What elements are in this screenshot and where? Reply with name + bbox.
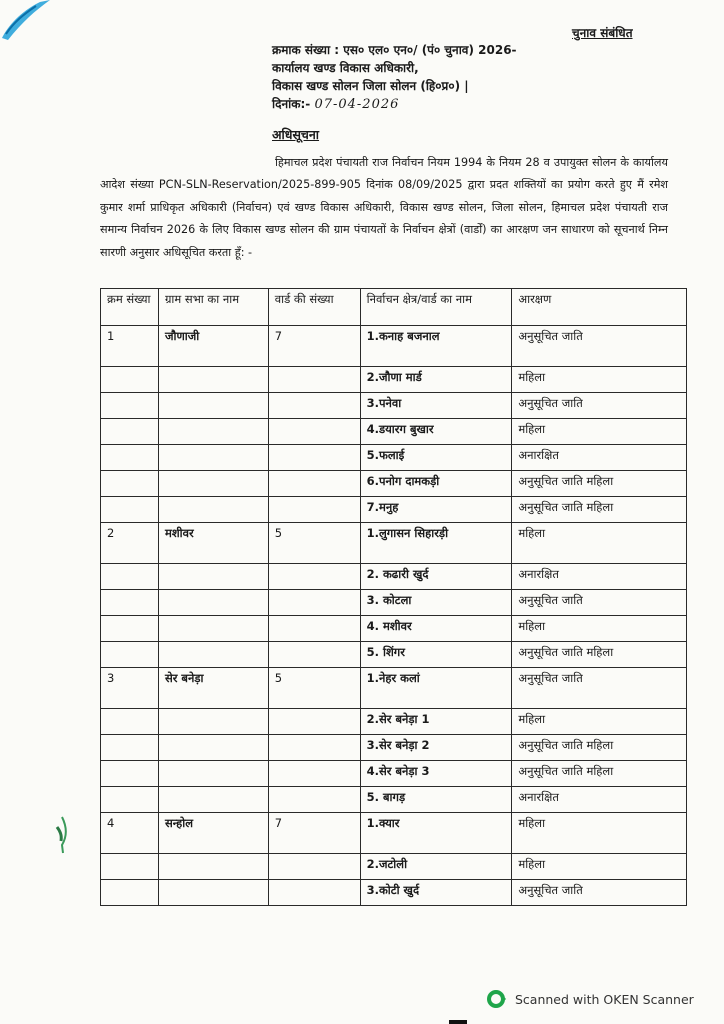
cell-ward-name: 7.मनुह: [360, 497, 512, 523]
cell-gram-sabha-name: [158, 564, 268, 590]
cell-ward-count: [268, 564, 360, 590]
cell-ward-name: 5. शिंगर: [360, 642, 512, 668]
cell-ward-name: 5.फलाई: [360, 445, 512, 471]
table-row: [101, 590, 687, 616]
cell-ward-count: 7: [268, 813, 360, 854]
cell-ward-count: [268, 590, 360, 616]
table-row: [101, 735, 687, 761]
reference-block: [272, 41, 517, 114]
cell-serial-number: [101, 880, 159, 906]
cell-serial-number: [101, 854, 159, 880]
date-label: दिनांक:-: [272, 97, 311, 111]
cell-serial-number: [101, 471, 159, 497]
cell-reservation: महिला: [512, 854, 687, 880]
cell-ward-count: [268, 787, 360, 813]
table-row: [101, 445, 687, 471]
cell-gram-sabha-name: [158, 616, 268, 642]
table-row: [101, 854, 687, 880]
cell-serial-number: [101, 761, 159, 787]
cell-ward-name: 4.सेर बनेड़ा 3: [360, 761, 512, 787]
cell-gram-sabha-name: [158, 735, 268, 761]
cell-reservation: महिला: [512, 419, 687, 445]
cell-gram-sabha-name: [158, 761, 268, 787]
cell-serial-number: [101, 787, 159, 813]
cell-ward-name: 3.पनेवा: [360, 393, 512, 419]
cell-ward-name: 3.कोटी खुर्द: [360, 880, 512, 906]
cell-ward-count: [268, 471, 360, 497]
office-name: कार्यालय खण्ड विकास अधिकारी,: [272, 61, 419, 75]
cell-serial-number: [101, 393, 159, 419]
cell-serial-number: [101, 497, 159, 523]
cell-serial-number: [101, 735, 159, 761]
cell-gram-sabha-name: [158, 471, 268, 497]
cell-ward-count: [268, 616, 360, 642]
cell-ward-name: 1.लुगासन सिहारड़ी: [360, 523, 512, 564]
block-district: विकास खण्ड सोलन जिला सोलन (हि०प्र०) |: [272, 79, 469, 93]
cell-serial-number: [101, 367, 159, 393]
cell-gram-sabha-name: [158, 787, 268, 813]
cell-reservation: अनुसूचित जाति: [512, 393, 687, 419]
notice-body: [100, 152, 668, 264]
table-row: [101, 471, 687, 497]
cell-reservation: महिला: [512, 523, 687, 564]
cell-reservation: अनुसूचित जाति: [512, 326, 687, 367]
cell-gram-sabha-name: [158, 497, 268, 523]
cell-ward-count: [268, 419, 360, 445]
cell-ward-name: 6.पनोग दामकड़ी: [360, 471, 512, 497]
cell-gram-sabha-name: सेर बनेड़ा: [158, 668, 268, 709]
green-ink-mark-icon: [54, 815, 70, 855]
cell-reservation: अनुसूचित जाति महिला: [512, 642, 687, 668]
table-row: [101, 668, 687, 709]
cell-serial-number: [101, 642, 159, 668]
cell-ward-count: [268, 761, 360, 787]
table-row: [101, 419, 687, 445]
cell-ward-count: 7: [268, 326, 360, 367]
cell-reservation: अनुसूचित जाति महिला: [512, 735, 687, 761]
cell-serial-number: 3: [101, 668, 159, 709]
cell-ward-name: 2.सेर बनेड़ा 1: [360, 709, 512, 735]
cell-ward-name: 1.नेहर कलां: [360, 668, 512, 709]
cell-ward-count: [268, 445, 360, 471]
table-row: [101, 787, 687, 813]
scanner-text: Scanned with OKEN Scanner: [515, 991, 694, 1007]
cell-reservation: अनुसूचित जाति महिला: [512, 761, 687, 787]
cell-serial-number: 2: [101, 523, 159, 564]
cell-ward-count: [268, 854, 360, 880]
header-ward-name: निर्वाचन क्षेत्र/वार्ड का नाम: [360, 289, 512, 326]
table-row: [101, 709, 687, 735]
cell-ward-name: 2.जौणा मार्ड: [360, 367, 512, 393]
cell-ward-name: 4. मशीवर: [360, 616, 512, 642]
cell-serial-number: [101, 564, 159, 590]
cell-gram-sabha-name: [158, 880, 268, 906]
table-row: [101, 761, 687, 787]
cell-gram-sabha-name: [158, 393, 268, 419]
cell-reservation: अनारक्षित: [512, 787, 687, 813]
notice-body-text: हिमाचल प्रदेश पंचायती राज निर्वाचन नियम 1994 के नियम 28 व उपायुक्त सोलन के कार्यालय आदेश संख्या PCN-SLN-Reservation/2025-899-905 दिनांक 08/09/2025 द्वारा प्रदत शक्तियों का प्रयोग करते हुए मैं रमेश कुमार शर्मा प्राधिकृत अधिकारी (निर्वाचन) एवं खण्ड विकास अधिकारी, विकास खण्ड सोलन, जिला सोलन, हिमाचल प्रदेश पंचायती राज समान्य निर्वाचन 2026 के लिए विकास खण्ड सोलन की ग्राम पंचायतों के निर्वाचन क्षेत्रों (वार्डों) का आरक्षण जन साधारण को सूचनार्थ निम्न सारणी अनुसार अधिसूचित करता हूँ: -: [100, 156, 668, 259]
table-row: [101, 497, 687, 523]
cell-serial-number: [101, 419, 159, 445]
cell-gram-sabha-name: [158, 854, 268, 880]
ward-reservation-table: [100, 288, 687, 906]
table-row: [101, 367, 687, 393]
cell-serial-number: [101, 616, 159, 642]
cell-gram-sabha-name: मशीवर: [158, 523, 268, 564]
cell-reservation: अनारक्षित: [512, 445, 687, 471]
header-reservation: आरक्षण: [512, 289, 687, 326]
cell-ward-name: 3.सेर बनेड़ा 2: [360, 735, 512, 761]
cell-gram-sabha-name: सन्होल: [158, 813, 268, 854]
cell-gram-sabha-name: [158, 709, 268, 735]
cell-ward-count: 5: [268, 668, 360, 709]
cell-ward-count: [268, 735, 360, 761]
table-row: [101, 523, 687, 564]
date-value: 07-04-2026: [314, 97, 400, 112]
cell-ward-name: 2. कढारी खुर्द: [360, 564, 512, 590]
scanner-watermark: [487, 989, 694, 1009]
blue-ink-mark-icon: [0, 0, 60, 42]
cell-ward-name: 5. बागड़: [360, 787, 512, 813]
cell-ward-name: 3. कोटला: [360, 590, 512, 616]
cell-reservation: महिला: [512, 367, 687, 393]
reference-number: क्रमाक संख्या : एस० एल० एन०/ (पं० चुनाव) 2026-: [272, 43, 517, 57]
cell-gram-sabha-name: [158, 590, 268, 616]
cell-gram-sabha-name: [158, 445, 268, 471]
cell-reservation: अनुसूचित जाति महिला: [512, 497, 687, 523]
cell-serial-number: [101, 590, 159, 616]
cell-gram-sabha-name: जौणाजी: [158, 326, 268, 367]
header-serial-number: क्रम संख्या: [101, 289, 159, 326]
cell-gram-sabha-name: [158, 419, 268, 445]
header-gram-sabha-name: ग्राम सभा का नाम: [158, 289, 268, 326]
cell-gram-sabha-name: [158, 367, 268, 393]
document-category-label: चुनाव संबंधित: [572, 26, 633, 40]
cell-ward-count: [268, 880, 360, 906]
table-row: [101, 880, 687, 906]
cell-serial-number: [101, 709, 159, 735]
cell-ward-count: 5: [268, 523, 360, 564]
cell-ward-name: 1.क्यार: [360, 813, 512, 854]
table-row: [101, 393, 687, 419]
cell-ward-name: 1.कनाह बजनाल: [360, 326, 512, 367]
cell-ward-count: [268, 709, 360, 735]
table-row: [101, 326, 687, 367]
cell-reservation: अनुसूचित जाति: [512, 668, 687, 709]
cell-ward-count: [268, 497, 360, 523]
table-header-row: [101, 289, 687, 326]
date-line: [272, 95, 517, 114]
cell-reservation: महिला: [512, 616, 687, 642]
table-row: [101, 616, 687, 642]
header-ward-count: वार्ड की संख्या: [268, 289, 360, 326]
cell-serial-number: 1: [101, 326, 159, 367]
cell-ward-count: [268, 393, 360, 419]
notice-title: अधिसूचना: [272, 127, 320, 142]
cell-reservation: महिला: [512, 813, 687, 854]
table-row: [101, 813, 687, 854]
cell-reservation: अनारक्षित: [512, 564, 687, 590]
cell-reservation: अनुसूचित जाति: [512, 880, 687, 906]
cell-gram-sabha-name: [158, 642, 268, 668]
table-row: [101, 642, 687, 668]
cell-reservation: अनुसूचित जाति: [512, 590, 687, 616]
cell-serial-number: 4: [101, 813, 159, 854]
cell-ward-count: [268, 642, 360, 668]
cell-reservation: महिला: [512, 709, 687, 735]
page-edge-mark: [449, 1020, 467, 1024]
table-row: [101, 564, 687, 590]
cell-ward-name: 4.डयारग बुखार: [360, 419, 512, 445]
cell-ward-name: 2.जटोली: [360, 854, 512, 880]
cell-serial-number: [101, 445, 159, 471]
oken-scanner-logo-icon: [487, 989, 507, 1009]
cell-reservation: अनुसूचित जाति महिला: [512, 471, 687, 497]
cell-ward-count: [268, 367, 360, 393]
